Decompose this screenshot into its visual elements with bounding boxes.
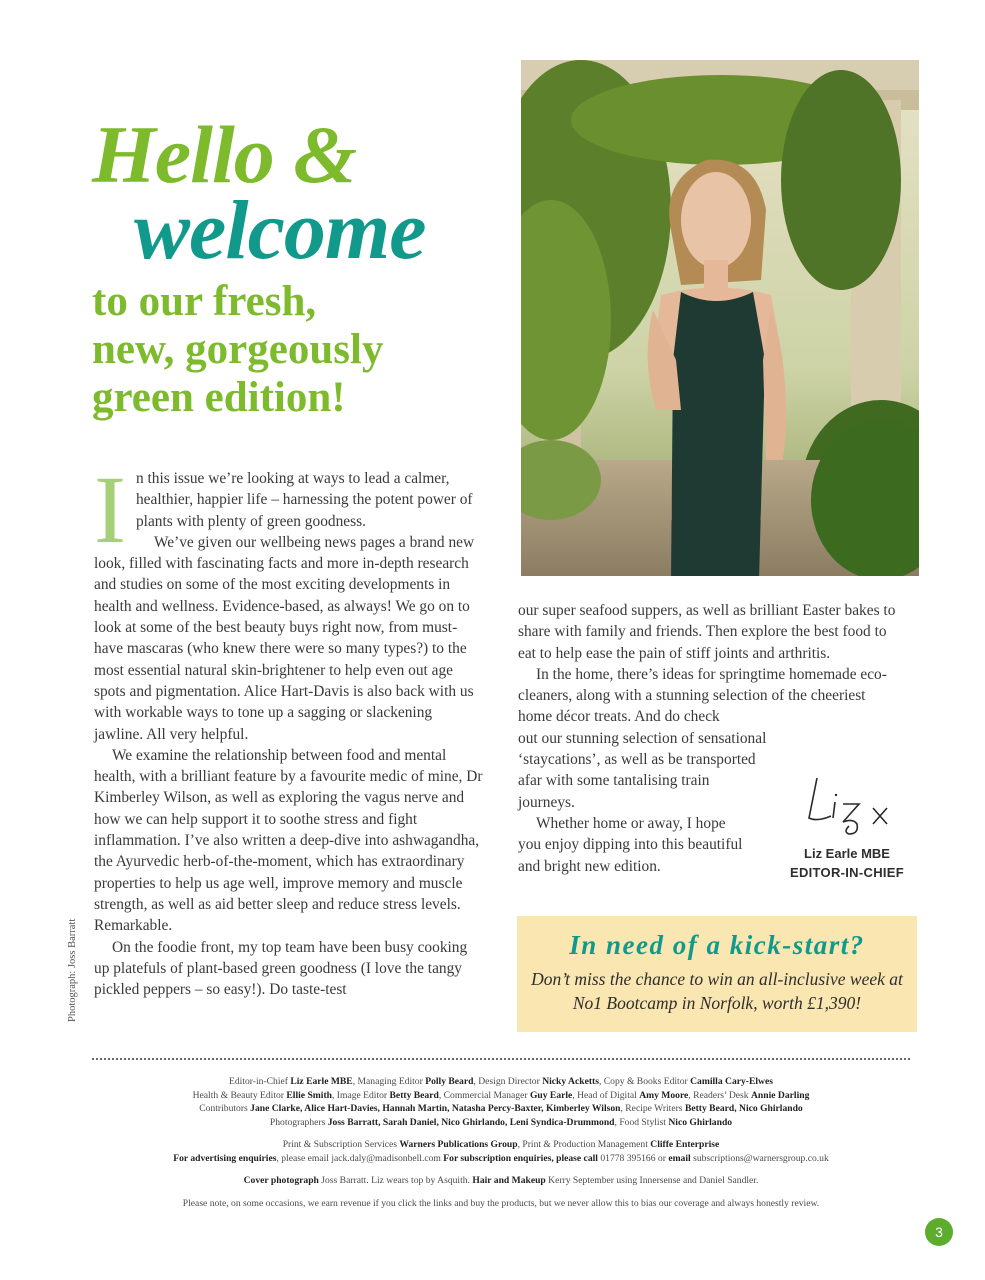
handwritten-signature (787, 768, 907, 838)
credits-line: Print & Subscription Services Warners Publications Group, Print & Production Management Cliffe Enterprise (282, 1139, 720, 1150)
dropcap: I (94, 456, 126, 563)
disclaimer: Please note, on some occasions, we earn revenue if you click the links and buy the products, but we never allow this to bias our coverage and always honestly review. (182, 1197, 820, 1209)
intro-paragraph: In this issue we’re looking at ways to lead a calmer, healthier, happier life – harnessing the potent power of plants with plenty of green goodness. (94, 456, 473, 563)
editor-portrait-photo (521, 60, 919, 576)
body-paragraph: Whether home or away, I hope you enjoy dipping into this beautiful and bright new edition. (518, 814, 743, 875)
credits-line: Cover photograph Joss Barratt. Liz wears top by Asquith. Hair and Makeup Kerry September using Innersense and Daniel Sandler. (243, 1175, 759, 1186)
competition-callout[interactable] (517, 916, 917, 1032)
headline (92, 109, 512, 422)
subtitle-line-3: green edition! (92, 374, 346, 421)
editor-signature-block (776, 768, 918, 880)
headline-subtitle (92, 278, 512, 422)
credits-line: Photographers Joss Barratt, Sarah Daniel, Nico Ghirlando, Leni Syndica-Drummond, Food Stylist Nico Ghirlando (269, 1116, 733, 1128)
body-paragraph: In the home, there’s ideas for springtime homemade eco-cleaners, along with a stunning selection of the cheeriest home décor treats. And do check (518, 665, 887, 726)
page-number-badge: 3 (925, 1218, 953, 1246)
callout-text: Don’t miss the chance to win an all-inclusive week at No1 Bootcamp in Norfolk, worth £1,390! (531, 969, 903, 1013)
photo-credit: Photograph: Joss Barratt (67, 918, 78, 1022)
body-text-left-column (94, 456, 484, 1000)
callout-title: In need of a kick-start? (569, 930, 865, 960)
headline-hello: Hello & (92, 109, 357, 200)
dotted-divider (92, 1058, 910, 1060)
editor-name: Liz Earle MBE (804, 846, 890, 861)
body-paragraph: We’ve given our wellbeing news pages a brand new look, filled with fascinating facts and more in-depth research and studies on some of the most exciting developments in health and wellness. Evidence-based, as always! We go on to look at some of the best beauty buys right now, from must-have mascaras (who knew there were so many types?) to the most essential natural skin-brightener to help even out age spots and pigmentation. Alice Hart-Davis is also back with us with workable ways to tone up a sagging or slackening jawline. All very helpful. (94, 533, 475, 743)
subtitle-line-1: to our fresh, (92, 278, 317, 325)
credits-line: For advertising enquiries, please email jack.daly@madisonbell.com For subscription enquiries, please call 01778 395166 or email subscriptions@warnersgroup.co.uk (173, 1152, 829, 1164)
staff-credits (92, 1075, 910, 1210)
body-paragraph: our super seafood suppers, as well as brilliant Easter bakes to share with family and friends. Then explore the best food to eat to help ease the pain of stiff joints and arthritis. (518, 602, 896, 662)
headline-welcome: welcome (134, 184, 426, 277)
editor-title: EDITOR-IN-CHIEF (789, 865, 905, 880)
subtitle-line-2: new, gorgeously (92, 326, 384, 373)
credits-line: Health & Beauty Editor Ellie Smith, Image Editor Betty Beard, Commercial Manager Guy Earle, Head of Digital Amy Moore, Readers’ Desk Annie Darling (192, 1089, 810, 1101)
body-paragraph: On the foodie front, my top team have been busy cooking up platefuls of plant-based green goodness (I love the tangy pickled peppers – so easy!). Do taste-test (94, 938, 468, 999)
body-paragraph: We examine the relationship between food and mental health, with a brilliant feature by a favourite medic of mine, Dr Kimberley Wilson, as well as exploring the vagus nerve and how we can help support it to soothe stress and fight inflammation. I’ve also written a deep-dive into ashwagandha, the Ayurvedic herb-of-the-moment, which has extraordinary properties to help us age well, improve memory and muscle strength, as well as aid better sleep and reduce stress levels. Remarkable. (94, 746, 483, 935)
credits-line: Contributors Jane Clarke, Alice Hart-Davies, Hannah Martin, Natasha Percy-Baxter, Kimberley Wilson, Recipe Writers Betty Beard, Nico Ghirlando (199, 1103, 803, 1114)
body-paragraph: out our stunning selection of sensational ‘staycations’, as well as be transported afar with some tantalising train journeys. (518, 729, 767, 811)
portrait-photo-icon (521, 60, 919, 576)
credits-line: Editor-in-Chief Liz Earle MBE, Managing Editor Polly Beard, Design Director Nicky Acketts, Copy & Books Editor Camilla Cary-Elwes (229, 1076, 773, 1087)
